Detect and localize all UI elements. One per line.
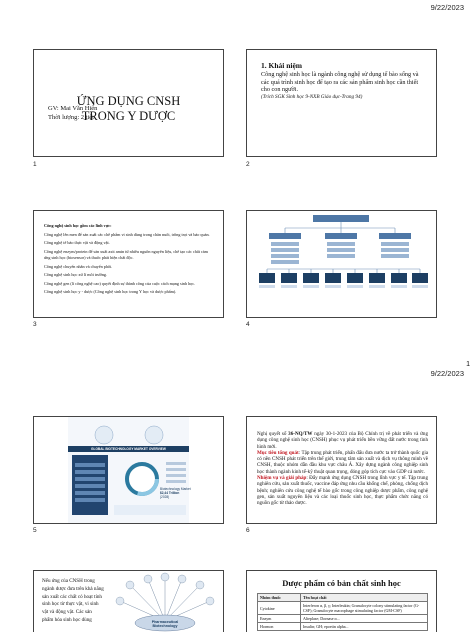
slide-title: Dược phẩm có bản chất sinh học — [282, 578, 401, 588]
market-label-text: Biotechnology Market — [160, 487, 191, 491]
leaf-node — [381, 248, 409, 252]
slide-number: 4 — [246, 321, 250, 328]
market-label — [160, 487, 194, 499]
drug-table — [257, 593, 428, 631]
list-heading: Công nghệ sinh học gồm các lĩnh vực: — [44, 223, 112, 228]
intro-rest: ngày 30-1-2023 của Bộ Chính trị về phát triển và ứng dụng công nghệ sinh học (CNSH) phục vụ phát triển bền vững đất nước trong tình hình mới. — [257, 431, 429, 450]
citation: (Trích SGK Sinh học 9-NXB Giáo dục-Trang 94) — [261, 94, 363, 100]
list-item: Công nghệ sinh học y - dược (Công nghệ sinh học trong Y học và dược phẩm). — [44, 289, 177, 295]
slide-number: 3 — [33, 321, 37, 328]
leaf-node — [327, 254, 355, 258]
slide-8 — [246, 570, 437, 632]
slide-2 — [246, 49, 437, 157]
leaf-node — [327, 248, 355, 252]
slide-7 — [33, 570, 224, 632]
col-header: Nhóm thuốc — [258, 594, 301, 602]
resolution-text — [257, 431, 428, 507]
table-cell: Enzym — [258, 615, 301, 623]
col-header: Tên hoạt chất — [301, 594, 428, 602]
bottom-node — [281, 273, 297, 283]
pharma-text: Nếu ứng của CNSH trong ngành dược đưa trên khả năng sản xuất các chất có hoạt tính sinh học từ thực vật, vi sinh vật và động vật. Các sản phẩm hóa sinh học dùng — [42, 578, 104, 623]
bottom-node — [303, 273, 319, 283]
table-cell: Interferon α, β, γ; Interleukin; Granulocyte colony stimulating factor (G-CSF); Granulocyte macrophage stimulating factor (GM-CSF) — [301, 602, 428, 615]
infographic-banner: GLOBAL BIOTECHNOLOGY MARKET OVERVIEW — [91, 447, 166, 451]
tree-diagram — [247, 211, 436, 317]
field-list — [44, 223, 215, 298]
goal-label: Mục tiêu tổng quát — [257, 449, 299, 456]
slide-number: 6 — [246, 527, 250, 534]
bottom-node — [259, 273, 275, 283]
list-item: Công nghệ chuyển nhân và chuyển phôi. — [44, 263, 113, 269]
resolution-number: 36-NQ/TW — [288, 431, 313, 437]
list-item: Công nghệ gen (lí công nghệ cao) quyết định sự thành công của cuộc cách mạng sinh học. — [44, 280, 196, 286]
duration: Thời lượng: 2 tiết — [48, 114, 94, 121]
bottom-node — [325, 273, 341, 283]
slide-6 — [246, 416, 437, 524]
slide-5 — [33, 416, 224, 524]
market-infographic — [34, 417, 223, 523]
intro-prefix: Nghị quyết số — [257, 431, 289, 437]
teacher-name: GV: Mai Văn Hiển — [48, 105, 98, 112]
tasks-text: : Đẩy mạnh ứng dụng CNSH trong lĩnh vực y tế. Tập trung nghiên cứu, sản xuất thuốc, vaccine đáp ứng nhu cầu khống chế, phòng, chống dịch bệnh; nghiên cứu công nghệ tế bào gốc trong công nghiệp dược phẩm, công nghệ gen, sản xuất nguyên liệu và các loại thuốc sinh học, thực phẩm chức năng có nguồn gốc từ thảo dược. — [257, 475, 429, 507]
slide-4 — [246, 210, 437, 318]
bottom-node — [369, 273, 385, 283]
slide-1 — [33, 49, 224, 157]
leaf-node — [327, 242, 355, 246]
table-header — [258, 594, 428, 602]
table-cell: Cytokine — [258, 602, 301, 615]
center-label: Pharmaceutical Biotechnology — [151, 620, 179, 628]
branch-node — [379, 233, 411, 239]
slide-3 — [33, 210, 224, 318]
table-cell: Hormon — [258, 623, 301, 631]
leaf-node — [271, 254, 299, 258]
tasks-label: Nhiệm vụ và giải pháp — [257, 475, 307, 482]
list-item: Công nghệ lên men để sản xuất các chế phẩm vi sinh dùng trong chăn nuôi, trồng trọt và bảo quản. — [44, 231, 210, 237]
leaf-node — [271, 242, 299, 246]
bottom-node — [412, 273, 428, 283]
bottom-node — [347, 273, 363, 283]
section-heading: 1. Khái niệm — [261, 61, 303, 70]
root-node — [313, 215, 369, 222]
leaf-node — [381, 242, 409, 246]
page-date: 9/22/2023 — [430, 369, 464, 378]
bottom-node — [391, 273, 407, 283]
list-item: Công nghệ sinh học xử lí môi trường. — [44, 272, 108, 278]
leaf-node — [381, 254, 409, 258]
slide-number: 1 — [33, 161, 37, 168]
slide-number: 2 — [246, 161, 250, 168]
table-row — [258, 615, 428, 623]
branch-node — [269, 233, 301, 239]
leaf-node — [271, 260, 299, 264]
definition-text: Công nghệ sinh học là ngành công nghệ sử dụng tế bào sống và các quá trình sinh học để tạo ra các sản phẩm sinh học cần thiết cho con người. — [261, 71, 419, 93]
table-row — [258, 623, 428, 631]
page-date: 9/22/2023 — [430, 3, 464, 12]
goal-text: : Tập trung phát triển, phấn đấu đưa nước ta trở thành quốc gia có nền CNSH phát triển trên thế giới, trung tâm sản xuất và dịch vụ thông minh về CNSH, thuộc nhóm dẫn đầu khu vực châu Á. Xây dựng ngành công nghiệp sinh học thành ngành kinh tế-kỹ thuật quan trọng, đóng góp tích cực vào GDP cả nước. — [257, 449, 428, 475]
market-value: $2,44 Trillion — [160, 491, 180, 495]
table-cell: Alteplase; Dornase α... — [301, 615, 428, 623]
slide-number: 5 — [33, 527, 37, 534]
list-item: Công nghệ tế bào thực vật và động vật. — [44, 240, 110, 246]
resolution-intro — [257, 431, 428, 450]
title-line-2: TRONG Y DƯỢC — [81, 109, 176, 123]
general-goal — [257, 450, 428, 475]
market-year: (2028) — [160, 495, 170, 499]
title-line-1: ỨNG DỤNG CNSH — [76, 94, 181, 108]
list-item: Công nghệ enzym/protein để sản xuất axit amin từ nhiều nguồn nguyên liệu, chế tạo các chất cảm ứng sinh học (biosensor) và thuốc phát hiện chất độc. — [44, 248, 208, 260]
tasks-solutions — [257, 475, 428, 506]
page-number: 1 — [466, 361, 470, 368]
slide-meta — [48, 104, 97, 122]
table-cell: Insulin; GH; epoetin alpha... — [301, 623, 428, 631]
leaf-node — [271, 248, 299, 252]
branch-node — [325, 233, 357, 239]
table-row — [258, 602, 428, 615]
